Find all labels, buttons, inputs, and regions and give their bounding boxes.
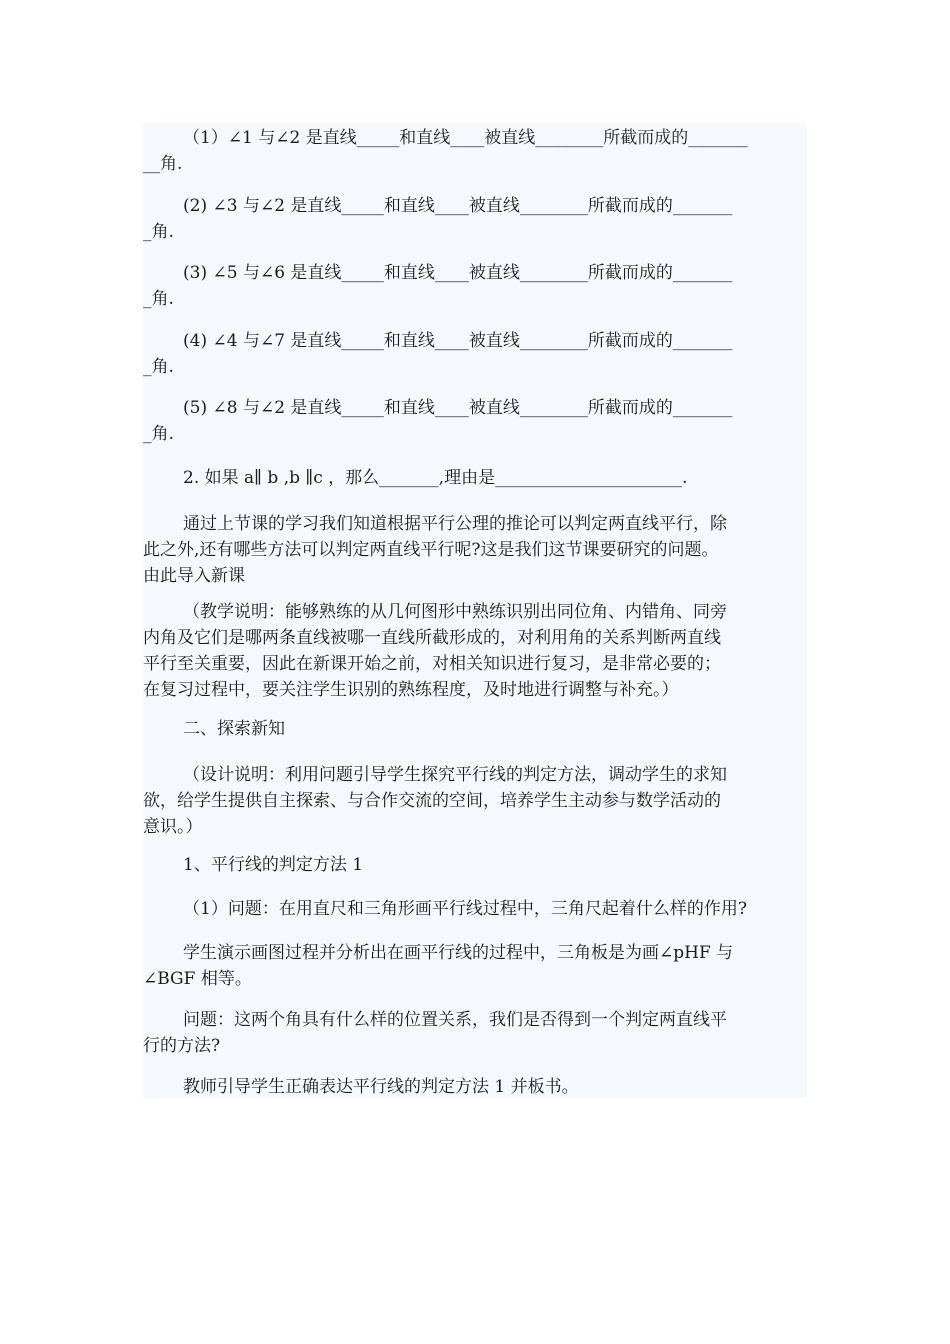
paragraph-line: 平行至关重要，因此在新课开始之前，对相关知识进行复习，是非常必要的； [143,654,721,674]
paragraph-line: 由此导入新课 [143,566,245,586]
fill-in-question-3 [143,260,807,312]
teaching-note [143,599,807,703]
teacher-guide-paragraph [143,1074,807,1100]
question-line: (3) ∠5 与∠6 是直线_____和直线____被直线________所截而成的_______ [183,263,733,283]
question-line: __角. [143,154,183,174]
fill-in-question-2 [143,193,807,245]
question-line: _角. [143,222,174,242]
paragraph-line: 学生演示画图过程并分析出在画平行线的过程中，三角板是为画∠pHF 与 [183,943,734,963]
paragraph-line: （1）问题：在用直尺和三角形画平行线过程中，三角尺起着什么样的作用? [183,899,747,919]
fill-in-question-5 [143,395,807,447]
section-heading [143,716,807,742]
question-line: _角. [143,289,174,309]
intro-paragraph [143,511,807,589]
question-paragraph [143,1007,807,1059]
question-paragraph [143,896,807,922]
paragraph-line: 内角及它们是哪两条直线被哪一直线所截形成的，对利用角的关系判断两直线 [143,628,721,648]
question-line: _角. [143,357,174,377]
fill-in-question-1 [143,125,807,177]
question-line: (4) ∠4 与∠7 是直线_____和直线____被直线________所截而成的_______ [183,331,733,351]
design-note [143,762,807,840]
paragraph-line: ∠BGF 相等。 [143,969,252,989]
paragraph-line: （设计说明：利用问题引导学生探究平行线的判定方法，调动学生的求知 [183,765,727,785]
question-line: 2. 如果 a∥ b ,b ∥c ，那么_______,理由是______________________. [183,468,688,488]
paragraph-line: 问题：这两个角具有什么样的位置关系，我们是否得到一个判定两直线平 [183,1010,727,1030]
question-line: (5) ∠8 与∠2 是直线_____和直线____被直线________所截而成的_______ [183,398,733,418]
method-heading [143,852,807,878]
student-demo-paragraph [143,940,807,992]
paragraph-line: 在复习过程中，要关注学生识别的熟练程度，及时地进行调整与补充。） [143,680,679,700]
paragraph-line: 行的方法? [143,1036,221,1056]
paragraph-line: 教师引导学生正确表达平行线的判定方法 1 并板书。 [183,1077,579,1097]
paragraph-line: 通过上节课的学习我们知道根据平行公理的推论可以判定两直线平行，除 [183,514,727,534]
question-line: （1）∠1 与∠2 是直线_____和直线____被直线________所截而成的_______ [183,128,748,148]
heading-text: 1、平行线的判定方法 1 [183,855,364,875]
paragraph-line: 意识。） [143,817,203,837]
question-line: (2) ∠3 与∠2 是直线_____和直线____被直线________所截而成的_______ [183,196,733,216]
paragraph-line: 欲，给学生提供自主探索、与合作交流的空间，培养学生主动参与数学活动的 [143,791,721,811]
question-line: _角. [143,424,174,444]
heading-text: 二、探索新知 [183,719,285,739]
paragraph-line: 此之外,还有哪些方法可以判定两直线平行呢?这是我们这节课要研究的问题。 [143,540,719,560]
paragraph-line: （教学说明：能够熟练的从几何图形中熟练识别出同位角、内错角、同旁 [183,602,727,622]
parallel-question [143,465,807,491]
fill-in-question-4 [143,328,807,380]
